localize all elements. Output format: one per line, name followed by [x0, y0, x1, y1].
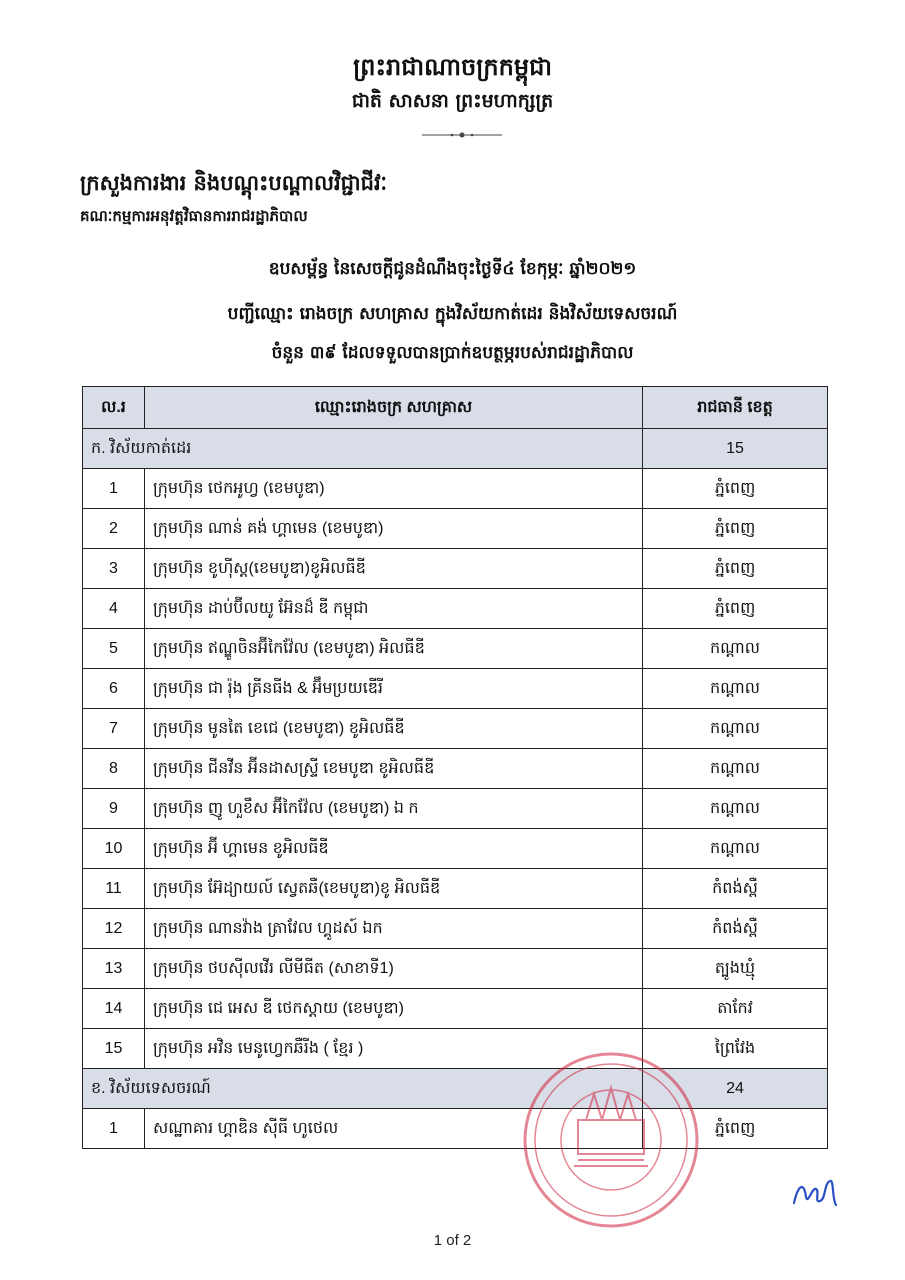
table-row: [83, 629, 828, 669]
row-number: 12: [83, 909, 145, 949]
kingdom-heading: ព្រះរាជាណាចក្រកម្ពុជា: [353, 53, 552, 81]
company-name: ក្រុមហ៊ុន ថបស៊ីលវើរ លីមីធីត (សាខាទី1): [145, 949, 643, 989]
list-title-line2: ចំនួន ៣៩ ដែលទទួលបានប្រាក់ឧបត្ថម្ភរបស់រាជរដ្ឋាភិបាល: [271, 343, 634, 363]
row-number: 2: [83, 509, 145, 549]
section-label: ខ. វិស័យទេសចរណ៍: [83, 1069, 643, 1109]
company-name: ក្រុមហ៊ុន មូនតៃ ខេជេ (ខេមបូឌា) ខូអិលធីឌី: [145, 709, 643, 749]
row-number: 3: [83, 549, 145, 589]
table-row: [83, 669, 828, 709]
company-name: ក្រុមហ៊ុន ណាន់ គង់ ហ្គាមេន (ខេមបូឌា): [145, 509, 643, 549]
table-row: [83, 949, 828, 989]
company-name: ក្រុមហ៊ុន ញូ ហួខឹស អ៊ីកៃវ៉ែល (ខេមបូឌា) ឯ ក: [145, 789, 643, 829]
province: ភ្នំពេញ: [643, 1109, 828, 1149]
table-row: [83, 749, 828, 789]
table-row: [83, 829, 828, 869]
table-header-row: [83, 387, 828, 429]
header-company-name: ឈ្មោះរោងចក្រ សហគ្រាស: [145, 387, 643, 429]
page-number: 1 of 2: [433, 1232, 472, 1249]
table-row: [83, 989, 828, 1029]
row-number: 4: [83, 589, 145, 629]
province: ភ្នំពេញ: [643, 509, 828, 549]
header-province: រាជធានី ខេត្ត: [643, 387, 828, 429]
table-row: [83, 909, 828, 949]
company-name: សណ្ឋាគារ ហ្គាឌិន ស៊ីធី ហូថេល: [145, 1109, 643, 1149]
ornament-divider: [422, 130, 502, 140]
company-name: ក្រុមហ៊ុន ដាប់ប៊ីលយូ អ៊ែនដ៏ ឌី កម្ពុជា: [145, 589, 643, 629]
province: ព្រៃវែង: [643, 1029, 828, 1069]
table-row: [83, 549, 828, 589]
row-number: 5: [83, 629, 145, 669]
official-seal-stamp: [516, 1050, 706, 1230]
table-row: [83, 869, 828, 909]
annex-line: ឧបសម្ព័ន្ធ នៃសេចក្តីជូនដំណឹងចុះថ្ងៃទី៤ ខែកុម្ភៈ ឆ្នាំ២០២១: [268, 259, 637, 279]
section-row-tourism: [83, 1069, 828, 1109]
row-number: 1: [83, 469, 145, 509]
row-number: 14: [83, 989, 145, 1029]
province: កណ្តាល: [643, 629, 828, 669]
province: តាកែវ: [643, 989, 828, 1029]
table-row: [83, 589, 828, 629]
province: ភ្នំពេញ: [643, 469, 828, 509]
row-number: 9: [83, 789, 145, 829]
company-name: ក្រុមហ៊ុន ណានវ៉ាង ត្រាវែល ហ្គូដស៍ ឯក: [145, 909, 643, 949]
row-number: 13: [83, 949, 145, 989]
section-count: 24: [643, 1069, 828, 1109]
province: កំពង់ស្ពឺ: [643, 909, 828, 949]
table-row: [83, 1109, 828, 1149]
province: កណ្តាល: [643, 789, 828, 829]
header-no: ល.រ: [83, 387, 145, 429]
row-number: 11: [83, 869, 145, 909]
province: ភ្នំពេញ: [643, 549, 828, 589]
ministry-name: ក្រសួងការងារ និងបណ្តុះបណ្តាលវិជ្ជាជីវៈ: [80, 171, 388, 195]
province: កំពង់ស្ពឺ: [643, 869, 828, 909]
section-row-garment: [83, 429, 828, 469]
table-row: [83, 709, 828, 749]
section-count: 15: [643, 429, 828, 469]
signature-initials: [790, 1175, 838, 1211]
company-name: ក្រុមហ៊ុន ថេកអូហ្វ (ខេមបូឌា): [145, 469, 643, 509]
province: ត្បូងឃ្មុំ: [643, 949, 828, 989]
province: កណ្តាល: [643, 829, 828, 869]
province: កណ្តាល: [643, 669, 828, 709]
row-number: 1: [83, 1109, 145, 1149]
table-row: [83, 789, 828, 829]
row-number: 10: [83, 829, 145, 869]
row-number: 15: [83, 1029, 145, 1069]
table-row: [83, 1029, 828, 1069]
list-title-line1: បញ្ជីឈ្មោះ រោងចក្រ សហគ្រាស ក្នុងវិស័យកាត់ដេរ និងវិស័យទេសចរណ៍: [227, 304, 678, 324]
row-number: 6: [83, 669, 145, 709]
province: កណ្តាល: [643, 709, 828, 749]
province: ភ្នំពេញ: [643, 589, 828, 629]
table-row: [83, 469, 828, 509]
row-number: 7: [83, 709, 145, 749]
national-motto: ជាតិ សាសនា ព្រះមហាក្សត្រ: [351, 90, 554, 112]
company-name: ក្រុមហ៊ុន ជេ អេស ឌី ថេកស្តាយ (ខេមបូឌា): [145, 989, 643, 1029]
company-name: ក្រុមហ៊ុន ជីនវីន អ៊ីនដាសស្ទ្រី ខេមបូឌា ខូអិលធីឌី: [145, 749, 643, 789]
company-name: ក្រុមហ៊ុន ឥណ្ឌូចិនអ៊ីកៃវ៉ែល (ខេមបូឌា) អិលធីឌី: [145, 629, 643, 669]
section-label: ក. វិស័យកាត់ដេរ: [83, 429, 643, 469]
company-name: ក្រុមហ៊ុន អវិន មេនូហ្វេកឆឺរីង ( ខ្មែរ ): [145, 1029, 643, 1069]
row-number: 8: [83, 749, 145, 789]
province: កណ្តាល: [643, 749, 828, 789]
company-name: ក្រុមហ៊ុន ជា រ៉ុង គ្រីនធីង & អ៊ឹមប្រយឌើរី: [145, 669, 643, 709]
committee-name: គណៈកម្មការអនុវត្តវិធានការរាជរដ្ឋាភិបាល: [80, 207, 308, 225]
company-name: ក្រុមហ៊ុន ខូហ៊ីស្ត(ខេមបូឌា)ខូអិលធីឌី: [145, 549, 643, 589]
company-table: [82, 386, 828, 1149]
table-row: [83, 509, 828, 549]
company-name: ក្រុមហ៊ុន អ៊ែដ្យាយល៍ ស្វេតឆឺ(ខេមបូឌា)ខូ អិលធីឌី: [145, 869, 643, 909]
company-name: ក្រុមហ៊ុន អ៊ី ហ្គាមេន ខូអិលធីឌី: [145, 829, 643, 869]
